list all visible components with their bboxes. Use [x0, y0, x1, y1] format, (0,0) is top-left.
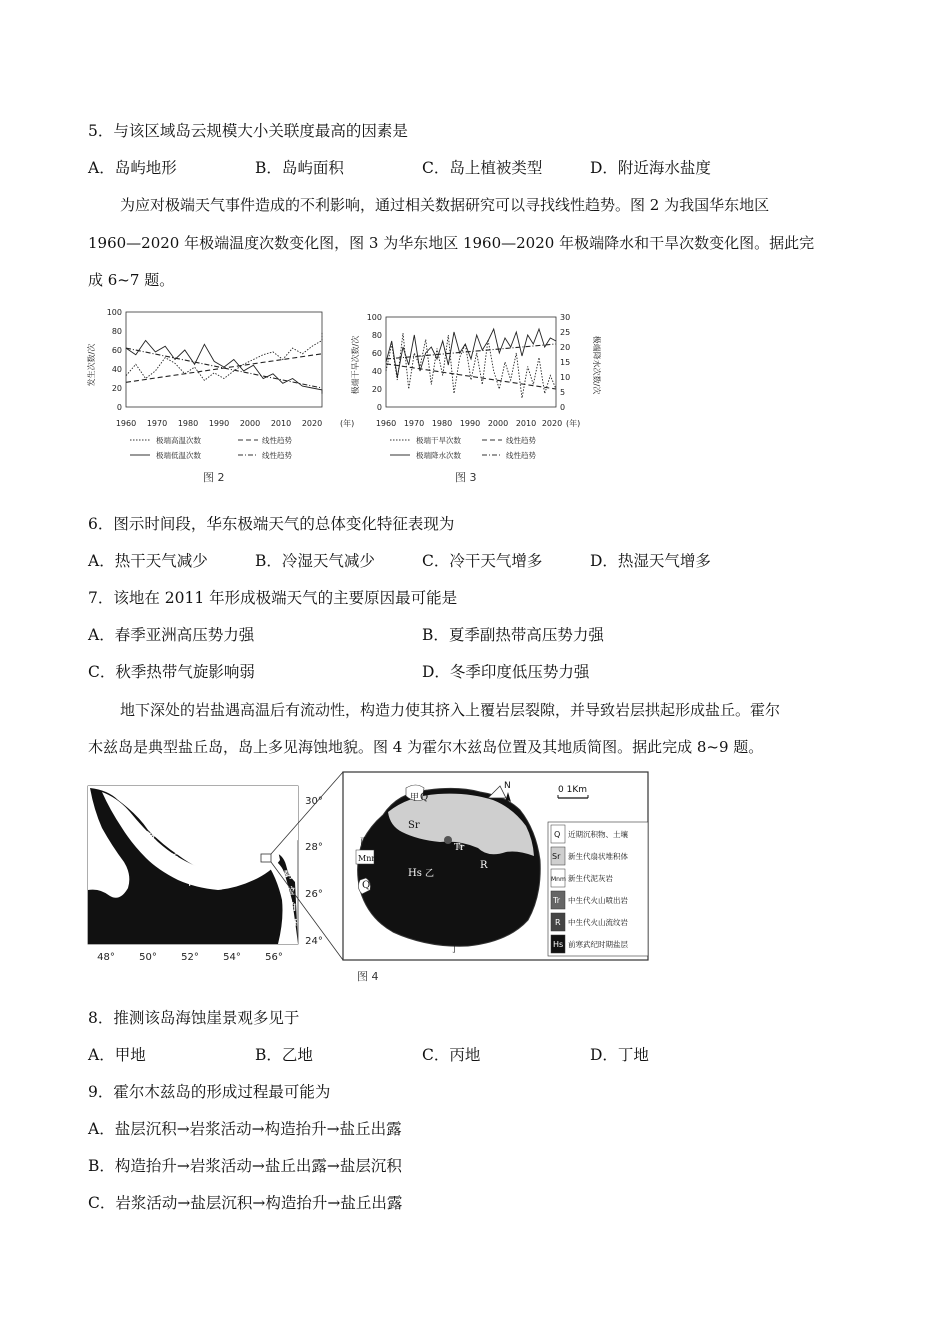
place-label-yi: 乙	[425, 869, 435, 879]
figure-4-caption: 图 4	[357, 970, 379, 983]
legend-code: Tr	[553, 896, 560, 905]
question-6-stem: 6．图示时间段，华东极端天气的总体变化特征表现为	[88, 515, 455, 533]
q8-option-a: A．甲地	[88, 1046, 146, 1064]
fig2-legend-item: 线性趋势	[262, 451, 292, 460]
scale-label: 0 1Km	[558, 785, 587, 795]
q8-option-c: C．丙地	[422, 1046, 481, 1064]
fig2-ytick: 80	[111, 327, 122, 336]
fig3-ytick-right: 10	[560, 373, 571, 382]
q9-option-a: A．盐层沉积→岩浆活动→构造抬升→盐丘出露	[88, 1120, 402, 1138]
legend-text: 新生代泥灰岩	[568, 874, 613, 883]
fig3-ytick-left: 60	[371, 349, 382, 358]
fig2-xtick: 2020	[301, 419, 323, 428]
legend-code: Mnm	[551, 876, 566, 883]
fig2-ytick: 60	[111, 346, 122, 355]
q5-option-a: A．岛屿地形	[88, 159, 177, 177]
q5-option-d: D．附近海水盐度	[590, 159, 711, 177]
map-code-sr: Sr	[408, 820, 420, 831]
legend-text: 新生代扇状堆积体	[568, 852, 628, 861]
gulf-label-char: 拉	[286, 887, 296, 897]
fig3-legend-item: 线性趋势	[506, 436, 536, 445]
sea-label-char: 波	[146, 832, 156, 843]
legend-code: Hs	[553, 940, 564, 949]
legend-code: Q	[554, 830, 561, 839]
fig3-ytick-right: 0	[560, 403, 566, 412]
legend-text: 近期沉积物、土壤	[568, 830, 628, 839]
figure-2-caption: 图 2	[203, 471, 225, 484]
geology-legend	[548, 822, 648, 956]
lat-label: 26°	[305, 889, 323, 900]
fig2-xtick: 1990	[208, 419, 230, 428]
series-line-1	[386, 364, 556, 389]
lat-label: 30°	[305, 796, 323, 807]
passage-1-line-2: 1960—2020 年极端温度次数变化图，图 3 为华东地区 1960—2020 年极端降水和干旱次数变化图。据此完	[88, 234, 815, 252]
fig3-xtick: 2020	[541, 419, 563, 428]
fig3-xtick: 2000	[487, 419, 509, 428]
fig3-ylabel-right: 极端降水次数/次	[592, 335, 601, 395]
legend-text: 中生代火山喷出岩	[568, 896, 628, 905]
lat-label: 28°	[305, 842, 323, 853]
gulf-label-char: 海	[288, 919, 298, 929]
passage-1-line-3: 成 6~7 题。	[88, 271, 175, 289]
fig3-ytick-right: 20	[560, 343, 571, 352]
q6-option-a: A．热干天气减少	[88, 552, 208, 570]
fig2-xtick: 2000	[239, 419, 261, 428]
fig3-ytick-right: 30	[560, 313, 571, 322]
legend-code: R	[555, 918, 561, 927]
series-line-0	[386, 333, 556, 398]
fig2-xtick: 2010	[270, 419, 292, 428]
sea-label-char: 湾	[188, 877, 198, 888]
q5-option-b: B．岛屿面积	[255, 159, 344, 177]
lon-label: 50°	[139, 952, 157, 963]
place-label-bing: 丙	[360, 837, 370, 847]
fig3-legend-item: 极端干旱次数	[416, 436, 461, 445]
sea-label-char: 斯	[168, 854, 178, 865]
q6-option-b: B．冷湿天气减少	[255, 552, 375, 570]
fig3-ytick-right: 15	[560, 358, 571, 367]
fig3-legend-item: 极端降水次数	[416, 451, 461, 460]
gulf-label-char: 阿	[284, 871, 294, 881]
figure-3-chart	[352, 300, 602, 490]
figure-3-caption: 图 3	[455, 471, 477, 484]
series-line-0	[126, 333, 322, 381]
map-code-q: Q	[362, 880, 371, 891]
place-label-jia: 甲	[410, 793, 420, 803]
fig2-legend-item: 极端低温次数	[156, 451, 201, 460]
series-line-3	[126, 348, 322, 388]
fig3-ytick-left: 0	[376, 403, 382, 412]
q7-option-b: B．夏季副热带高压势力强	[422, 626, 604, 644]
legend-code: Sr	[552, 852, 561, 861]
fig2-legend-item: 线性趋势	[262, 436, 292, 445]
passage-2-line-1: 地下深处的岩盐遇高温后有流动性，构造力使其挤入上覆岩层裂隙，并导致岩层拱起形成盐丘。霍尔	[120, 701, 781, 719]
place-label-ding: 丁	[450, 945, 460, 955]
gulf-label-char: 伯	[287, 903, 297, 913]
fig3-xtick: 1970	[403, 419, 425, 428]
fig3-xtick: 1980	[431, 419, 453, 428]
fig2-xtick: 1980	[177, 419, 199, 428]
question-7-stem: 7．该地在 2011 年形成极端天气的主要原因最可能是	[88, 589, 458, 607]
figure-4-map	[88, 770, 653, 970]
q8-option-d: D．丁地	[590, 1046, 649, 1064]
fig3-ylabel-left: 极端干旱次数/次	[351, 335, 360, 395]
lon-label: 54°	[223, 952, 241, 963]
map-code-r: R	[480, 860, 488, 871]
fig3-ytick-right: 25	[560, 328, 571, 337]
fig3-ytick-left: 40	[371, 367, 382, 376]
fig3-legend-item: 线性趋势	[506, 451, 536, 460]
lon-label: 56°	[265, 952, 283, 963]
fig2-legend-item: 极端高温次数	[156, 436, 201, 445]
fig2-ytick: 40	[111, 365, 122, 374]
fig3-xtick: 2010	[515, 419, 537, 428]
question-8-stem: 8．推测该岛海蚀崖景观多见于	[88, 1009, 300, 1027]
hormuz-island-geologic-map	[343, 772, 648, 960]
q6-option-c: C．冷干天气增多	[422, 552, 543, 570]
passage-1-line-1: 为应对极端天气事件造成的不利影响，通过相关数据研究可以寻找线性趋势。图 2 为我国华东地区	[120, 196, 770, 214]
fig2-ylabel: 发生次数/次	[87, 343, 96, 387]
q5-option-c: C．岛上植被类型	[422, 159, 543, 177]
fig3-xtick: 1990	[459, 419, 481, 428]
lon-label: 52°	[181, 952, 199, 963]
legend-text: 中生代火山流纹岩	[568, 918, 628, 927]
q7-option-c: C．秋季热带气旋影响弱	[88, 663, 255, 681]
question-9-stem: 9．霍尔木兹岛的形成过程最可能为	[88, 1083, 331, 1101]
q8-option-b: B．乙地	[255, 1046, 313, 1064]
q9-option-c: C．岩浆活动→盐层沉积→构造抬升→盐丘出露	[88, 1194, 403, 1212]
q6-option-d: D．热湿天气增多	[590, 552, 711, 570]
fig2-xtick: 1960	[115, 419, 137, 428]
q9-option-b: B．构造抬升→岩浆活动→盐丘出露→盐层沉积	[88, 1157, 402, 1175]
fig3-xtick: 1960	[375, 419, 397, 428]
fig2-ytick: 0	[116, 403, 122, 412]
figure-2-chart	[88, 300, 358, 490]
fig2-ytick: 20	[111, 384, 122, 393]
passage-2-line-2: 木兹岛是典型盐丘岛，岛上多见海蚀地貌。图 4 为霍尔木兹岛位置及其地质简图。据此完成 8~9 题。	[88, 738, 764, 756]
fig3-ytick-left: 20	[371, 385, 382, 394]
legend-text: 前寒武纪时期盐层	[568, 940, 628, 949]
fig3-xunit: (年)	[566, 419, 581, 428]
map-code-mnm: Mnm	[358, 854, 379, 863]
map-code-hs: Hs	[408, 868, 422, 879]
fig3-ytick-left: 80	[371, 331, 382, 340]
fig2-ytick: 100	[106, 308, 122, 317]
lat-label: 24°	[305, 936, 323, 947]
question-5-stem: 5．与该区域岛云规模大小关联度最高的因素是	[88, 122, 408, 140]
lon-label: 48°	[97, 952, 115, 963]
q7-option-a: A．春季亚洲高压势力强	[88, 626, 255, 644]
fig2-xtick: 1970	[146, 419, 168, 428]
fig3-ytick-right: 5	[560, 388, 566, 397]
persian-gulf-map	[88, 772, 343, 963]
north-label: N	[504, 781, 511, 791]
map-code-tr: Tr	[454, 843, 465, 853]
map-code-q: Q	[420, 792, 429, 803]
fig3-ytick-left: 100	[366, 313, 382, 322]
q7-option-d: D．冬季印度低压势力强	[422, 663, 590, 681]
fig2-xunit: (年)	[340, 419, 355, 428]
